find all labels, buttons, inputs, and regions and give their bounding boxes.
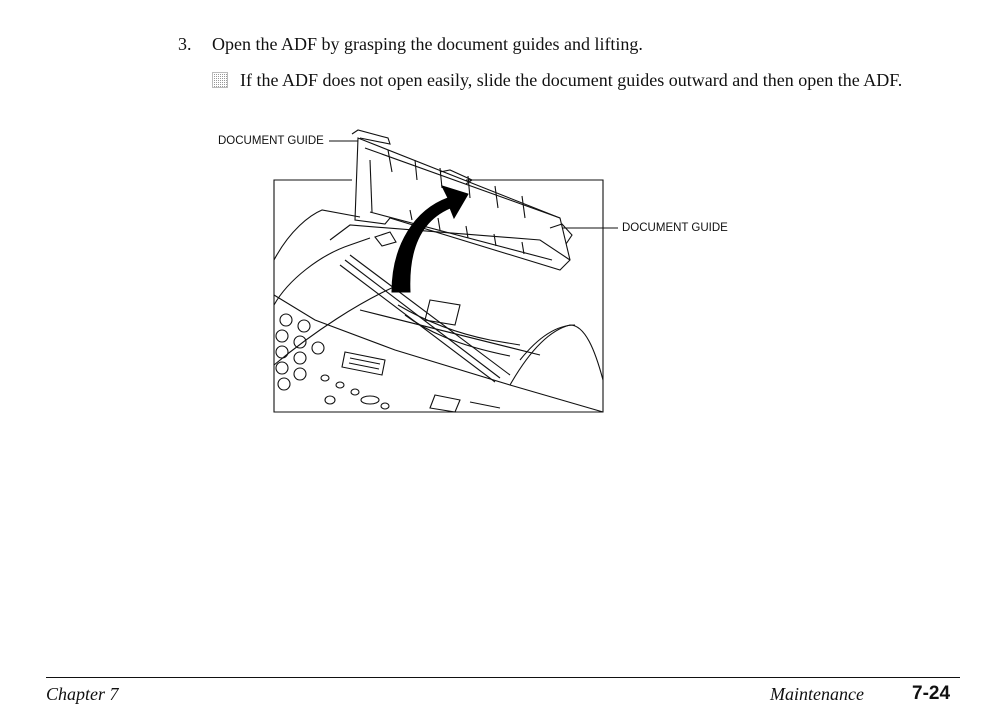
note-text: If the ADF does not open easily, slide the document guides outward and then open the ADF. [240, 70, 903, 90]
callout-document-guide-top: DOCUMENT GUIDE [218, 135, 324, 147]
step-text: Open the ADF by grasping the document guides and lifting. [212, 34, 643, 54]
footer-chapter: Chapter 7 [46, 684, 119, 704]
lift-arrow-icon [392, 186, 468, 292]
callout-document-guide-right: DOCUMENT GUIDE [622, 222, 728, 234]
note-icon [212, 72, 228, 88]
footer-page-number: 7-24 [912, 683, 951, 704]
step-number: 3. [178, 34, 192, 54]
footer-divider [46, 677, 960, 678]
footer-section: Maintenance [770, 684, 864, 704]
fax-adf-illustration [210, 120, 750, 420]
